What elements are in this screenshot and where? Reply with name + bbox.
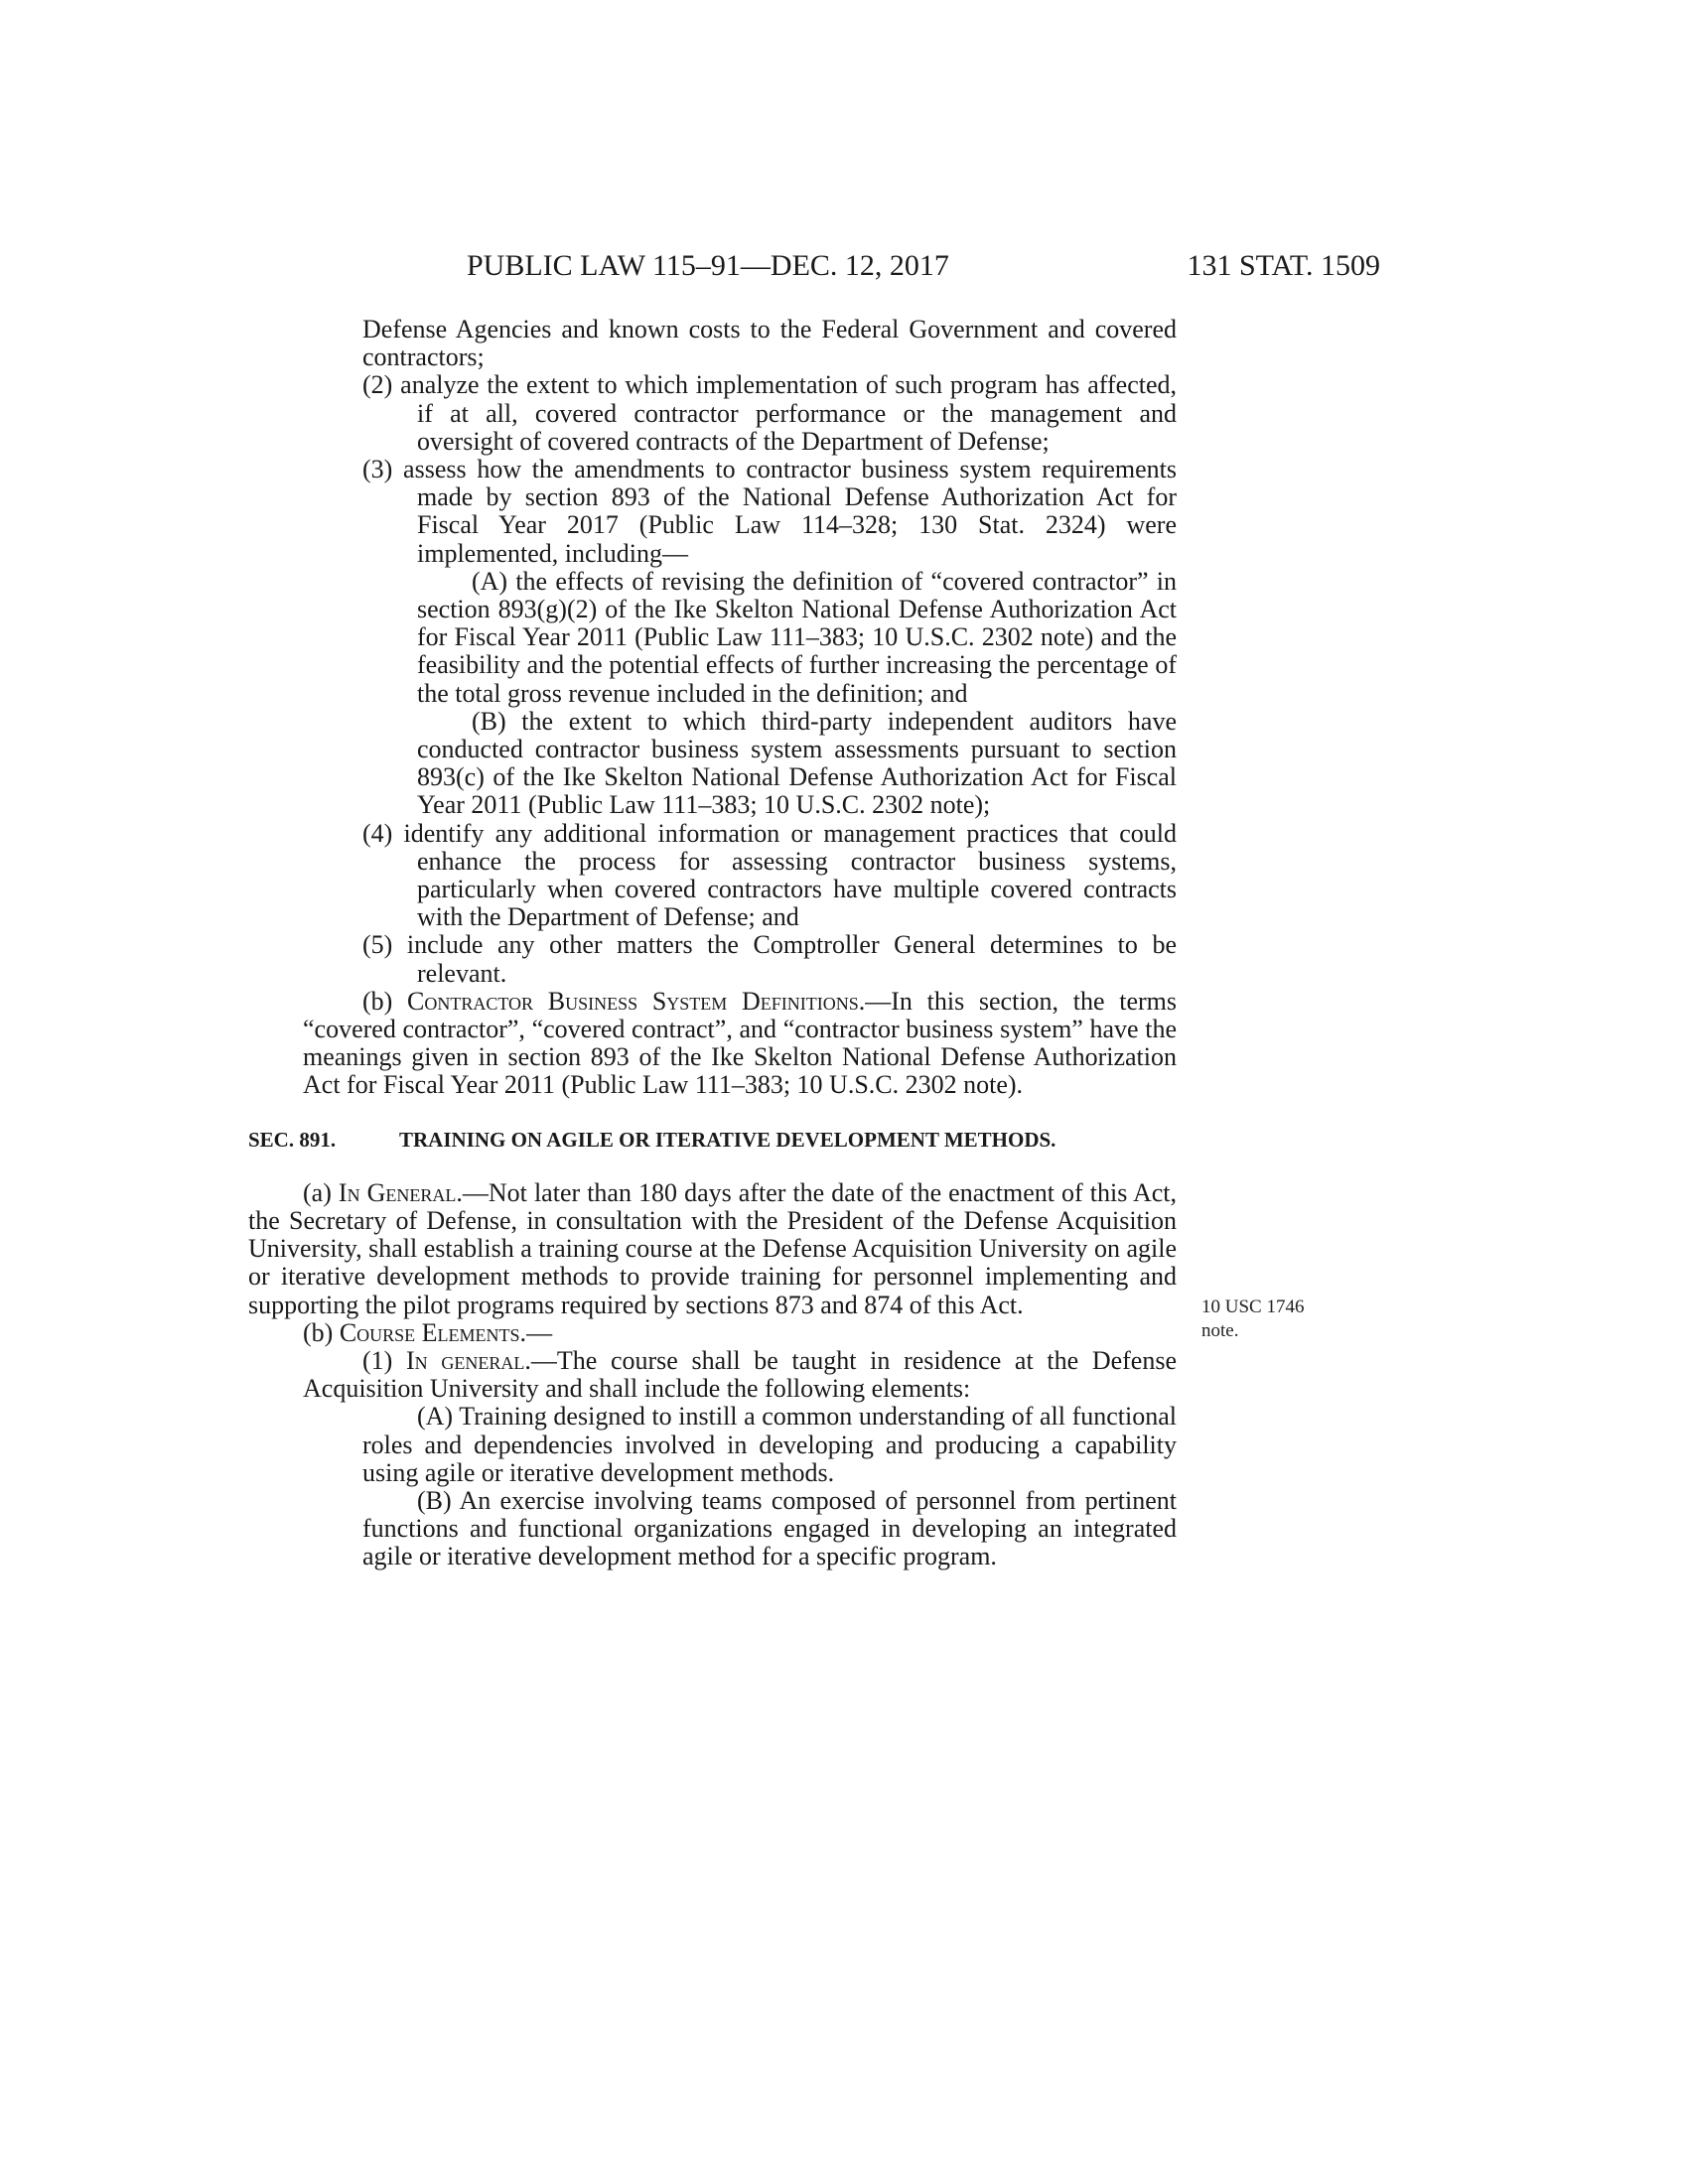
paragraph-1-text: —The course shall be taught in residence at the Defense Acquisition University and shall include the following elements: (303, 1345, 1177, 1404)
course-element-a: (A) Training designed to instill a common understanding of all functional roles and dependencies involved in developing and producing a capability using agile or iterative development methods. (362, 1402, 1177, 1487)
subsection-b-lead: (b) (362, 986, 408, 1016)
paragraph-4: (4) identify any additional information or management practices that could enhance the process for assessing contractor business systems, particularly when covered contractors have multiple covered contracts with the Department of Defense; and (362, 818, 1177, 932)
subparagraph-b: (B) the extent to which third-party independent auditors have conducted contractor business system assessments pursuant to section 893(c) of the Ike Skelton National Defense Authorization Act for Fiscal Year 2011 (Public Law 111–383; 10 U.S.C. 2302 note); (417, 706, 1177, 820)
course-elements-heading: Course Elements. (339, 1317, 527, 1347)
paragraph-1-lead: (1) (362, 1345, 406, 1375)
subsection-a-heading: In General. (338, 1177, 463, 1207)
subsection-b-course-elements (248, 1319, 1177, 1347)
section-heading (248, 1126, 1177, 1154)
paragraph-continuation: Defense Agencies and known costs to the Federal Government and covered contractors; (362, 315, 1177, 372)
paragraph-2: (2) analyze the extent to which implementation of such program has affected, if at all, covered contractor performance or the management and oversight of covered contracts of the Department of Defense; (362, 370, 1177, 456)
stat-page-number: 131 STAT. 1509 (1187, 249, 1380, 282)
paragraph-1-in-general (303, 1347, 1177, 1403)
course-element-b: (B) An exercise involving teams composed of personnel from pertinent functions and functional organizations engaged in developing an integrated agile or iterative development method for a specific program. (362, 1485, 1177, 1571)
subsection-a-in-general (248, 1179, 1177, 1319)
section-title: TRAINING ON AGILE OR ITERATIVE DEVELOPMENT METHODS. (399, 1127, 1056, 1152)
margin-note (1201, 1296, 1304, 1343)
subsection-b-definitions (303, 988, 1177, 1100)
paragraph-5: (5) include any other matters the Comptroller General determines to be relevant. (362, 930, 1177, 988)
margin-note-suffix: note. (1201, 1320, 1239, 1341)
subsection-b-heading: Contractor Business System Definitions. (407, 986, 866, 1016)
section-number: SEC. 891. (248, 1127, 337, 1152)
course-elements-lead: (b) (303, 1317, 340, 1347)
subsection-a-lead: (a) (303, 1177, 339, 1207)
page-header (467, 246, 1380, 286)
margin-note-citation: 10 USC 1746 (1201, 1297, 1305, 1317)
paragraph-1-heading: In general. (406, 1345, 531, 1375)
paragraph-3: (3) assess how the amendments to contractor business system requirements made by section 893 of the National Defense Authorization Act for Fiscal Year 2017 (Public Law 114–328; 130 Stat. 2324) were implemented, including— (362, 455, 1177, 568)
subparagraph-a: (A) the effects of revising the definition of “covered contractor” in section 893(g)(2) of the Ike Skelton National Defense Authorization Act for Fiscal Year 2011 (Public Law 111–383; 10 U.S.C. 2302 note) and the feasibility and the potential effects of further increasing the percentage of the total gross revenue included in the definition; and (417, 566, 1177, 708)
page-body (248, 315, 1177, 1571)
subsection-a-text: —Not later than 180 days after the date of the enactment of this Act, the Secretary of Defense, in consultation with the President of the Defense Acquisition University, shall establish a training course at the Defense Acquisition University on agile or iterative development methods to provide training for personnel implementing and supporting the pilot programs required by sections 873 and 874 of this Act. (248, 1177, 1177, 1319)
subsection-b-text: —In this section, the terms “covered contractor”, “covered contract”, and “contractor business system” have the meanings given in section 893 of the Ike Skelton National Defense Authorization Act for Fiscal Year 2011 (Public Law 111–383; 10 U.S.C. 2302 note). (303, 986, 1177, 1100)
course-elements-text: — (526, 1317, 553, 1347)
running-title: PUBLIC LAW 115–91—DEC. 12, 2017 (467, 249, 949, 282)
